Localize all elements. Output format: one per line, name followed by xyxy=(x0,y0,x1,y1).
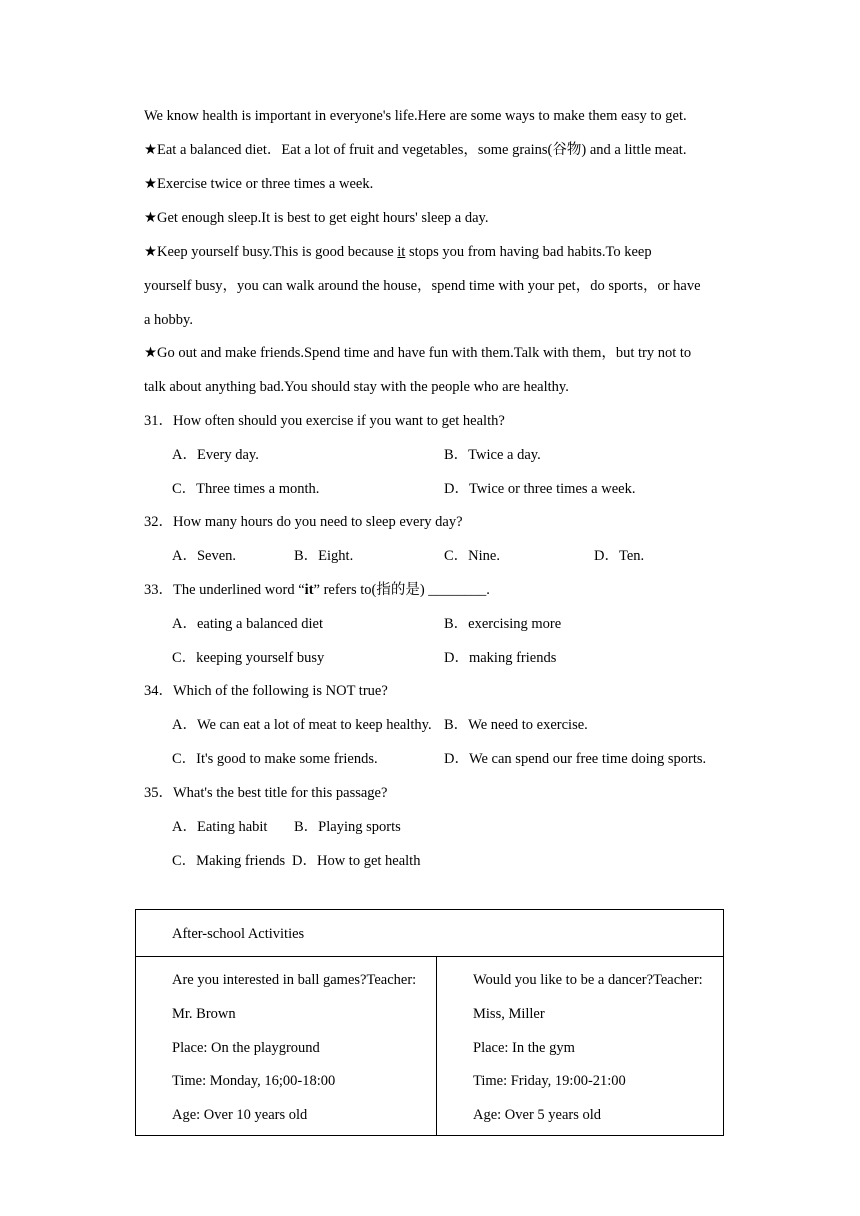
q31-option-c[interactable]: C．Three times a month. xyxy=(172,481,320,497)
table-title: After-school Activities xyxy=(172,926,305,942)
question-31-stem: 31．How often should you exercise if you want to get health? xyxy=(144,413,505,429)
question-32-stem: 32．How many hours do you need to sleep every day? xyxy=(144,514,463,530)
underlined-word-it: it xyxy=(397,244,406,260)
q31-option-a[interactable]: A．Every day. xyxy=(172,447,259,463)
question-34-stem: 34．Which of the following is NOT true? xyxy=(144,683,388,699)
q35-option-b[interactable]: B．Playing sports xyxy=(294,819,401,835)
table-column-divider xyxy=(436,956,437,1135)
right-cell-line-1: Would you like to be a dancer?Teacher: xyxy=(473,972,703,988)
left-cell-line-2: Mr. Brown xyxy=(172,1006,236,1022)
right-cell-line-3: Place: In the gym xyxy=(473,1040,575,1056)
q35-option-d[interactable]: D．How to get health xyxy=(292,853,421,869)
passage-line-1: We know health is important in everyone's life.Here are some ways to make them easy to get. xyxy=(144,108,687,124)
q32-option-a[interactable]: A．Seven. xyxy=(172,548,237,564)
passage-line-7: a hobby. xyxy=(144,312,193,328)
q34-option-c[interactable]: C．It's good to make some friends. xyxy=(172,751,378,767)
right-cell-line-5: Age: Over 5 years old xyxy=(473,1107,602,1123)
q32-option-d[interactable]: D．Ten. xyxy=(594,548,645,564)
table-header-divider xyxy=(136,956,723,957)
q34-option-a[interactable]: A．We can eat a lot of meat to keep healthy. xyxy=(172,717,432,733)
passage-line-8: ★Go out and make friends.Spend time and have fun with them.Talk with them，but try not to xyxy=(144,345,692,361)
q33-stem-post: ” refers to(指的是) ________. xyxy=(313,582,490,598)
activities-table xyxy=(135,909,724,1136)
q32-option-c[interactable]: C．Nine. xyxy=(444,548,500,564)
q35-option-c[interactable]: C．Making friends xyxy=(172,853,286,869)
left-cell-line-4: Time: Monday, 16;00-18:00 xyxy=(172,1073,336,1089)
q33-stem-word: it xyxy=(304,582,314,598)
q33-option-a[interactable]: A．eating a balanced diet xyxy=(172,616,323,632)
q34-option-b[interactable]: B．We need to exercise. xyxy=(444,717,588,733)
passage-line-6: yourself busy，you can walk around the house，spend time with your pet，do sports，or have xyxy=(144,278,701,294)
right-cell-line-4: Time: Friday, 19:00-21:00 xyxy=(473,1073,626,1089)
passage-line-5 xyxy=(144,242,652,262)
q34-option-d[interactable]: D．We can spend our free time doing sports. xyxy=(444,751,707,767)
passage-line-3: ★Exercise twice or three times a week. xyxy=(144,176,374,192)
passage-line-2: ★Eat a balanced diet．Eat a lot of fruit and vegetables，some grains(谷物) and a little meat. xyxy=(144,142,687,158)
question-35-stem: 35．What's the best title for this passage? xyxy=(144,785,388,801)
q33-option-c[interactable]: C．keeping yourself busy xyxy=(172,650,325,666)
q31-option-b[interactable]: B．Twice a day. xyxy=(444,447,541,463)
question-33-stem xyxy=(144,580,490,600)
q33-stem-pre: 33．The underlined word “ xyxy=(144,582,305,598)
passage-line-4: ★Get enough sleep.It is best to get eight hours' sleep a day. xyxy=(144,210,489,226)
passage-line-5-post: stops you from having bad habits.To keep xyxy=(405,244,652,260)
right-cell-line-2: Miss, Miller xyxy=(473,1006,545,1022)
passage-line-9: talk about anything bad.You should stay with the people who are healthy. xyxy=(144,379,569,395)
left-cell-line-5: Age: Over 10 years old xyxy=(172,1107,308,1123)
q33-option-b[interactable]: B．exercising more xyxy=(444,616,562,632)
q32-option-b[interactable]: B．Eight. xyxy=(294,548,354,564)
left-cell-line-1: Are you interested in ball games?Teacher: xyxy=(172,972,417,988)
passage-line-5-pre: ★Keep yourself busy.This is good because xyxy=(144,244,398,260)
q35-option-a[interactable]: A．Eating habit xyxy=(172,819,268,835)
q33-option-d[interactable]: D．making friends xyxy=(444,650,557,666)
q31-option-d[interactable]: D．Twice or three times a week. xyxy=(444,481,636,497)
left-cell-line-3: Place: On the playground xyxy=(172,1040,320,1056)
